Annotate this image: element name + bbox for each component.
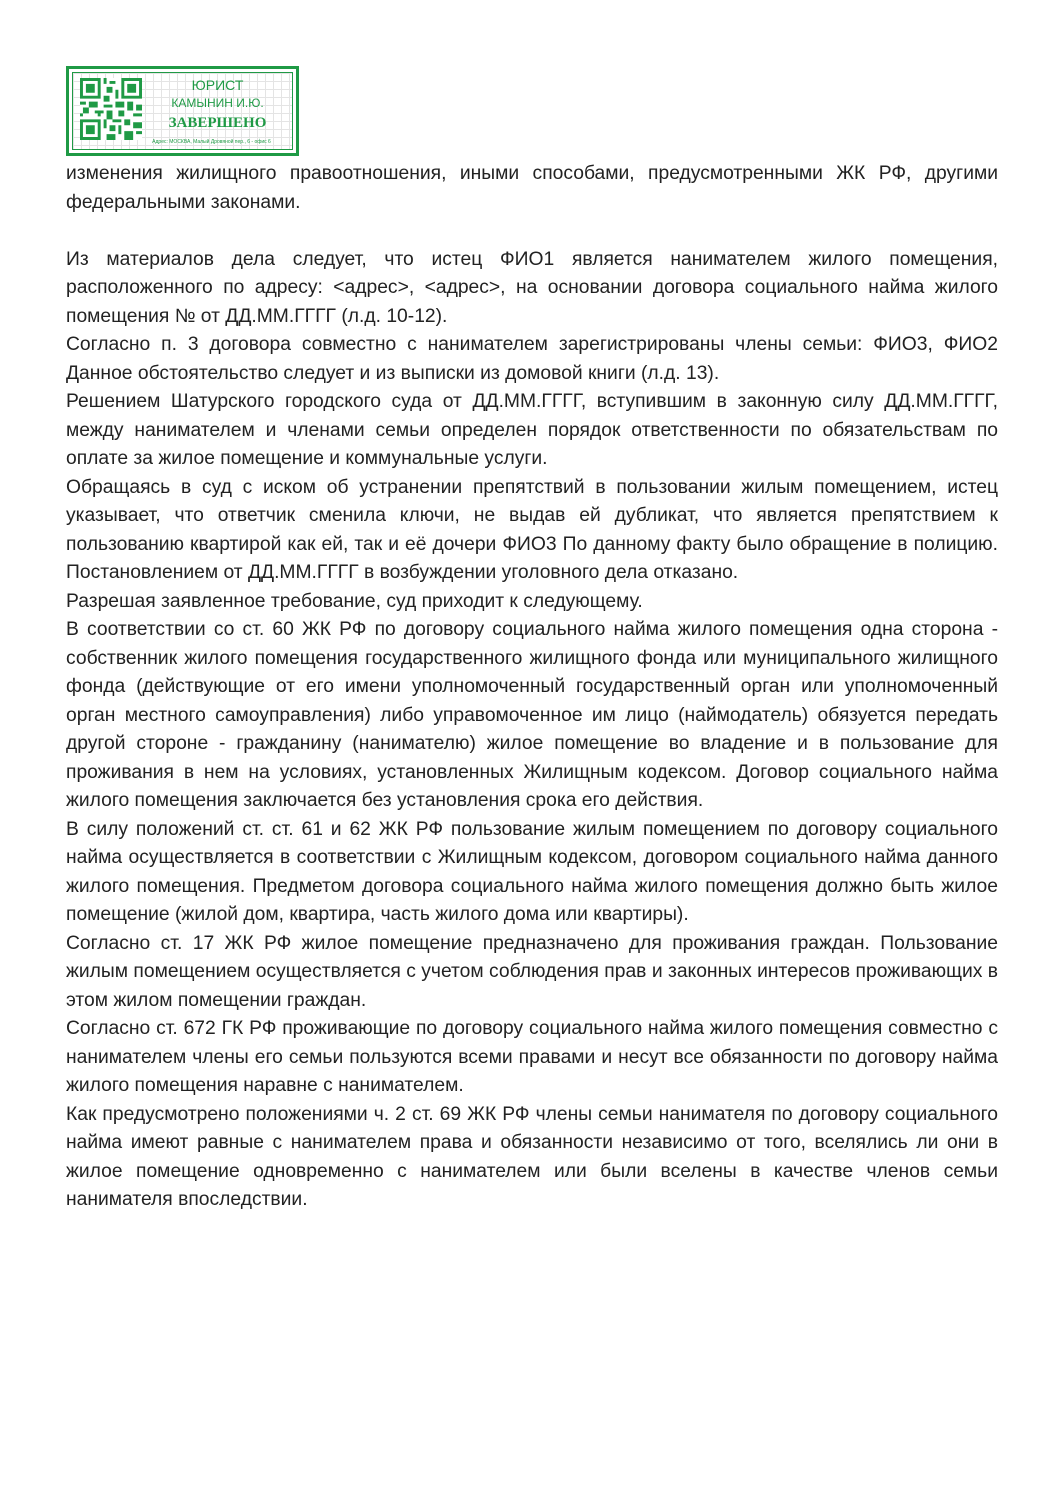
stamp-address: Адрес: МОСКВА, Малый Дровяной пер., 6 - офис 6 (152, 139, 271, 145)
paragraph: Решением Шатурского городского суда от ДД.ММ.ГГГГ, вступившим в законную силу ДД.ММ.ГГГГ, между нанимателем и членами семьи определен порядок ответственности по обязательствам по оплате за жилое помещение и коммунальные услуги. (66, 391, 998, 469)
paragraph: изменения жилищного правоотношения, иными способами, предусмотренными ЖК РФ, другими федеральными законами. (66, 163, 998, 213)
paragraph: Обращаясь в суд с иском об устранении препятствий в пользовании жилым помещением, истец указывает, что ответчик сменила ключи, не выдав ей дубликат, что является препятствием к пользованию квартирой как ей, так и её дочери ФИО3 По данному факту было обращение в полицию. Постановлением от ДД.ММ.ГГГГ в возбуждении уголовного дела отказано. (66, 476, 998, 583)
paragraph: В соответствии со ст. 60 ЖК РФ по договору социального найма жилого помещения одна сторона - собственник жилого помещения государственного жилищного фонда или муниципального жилищного фонда (действующие от его имени уполномоченный государственный орган или уполномоченный орган местного самоуправления) либо управомоченное им лицо (наймодатель) обязуется передать другой стороне - гражданину (нанимателю) жилое помещение во владение и в пользование для проживания в нем на условиях, установленных Жилищным кодексом. Договор социального найма жилого помещения заключается без установления срока его действия. (66, 619, 998, 811)
stamp-status: ЗАВЕРШЕНО (168, 115, 267, 131)
document-body (66, 160, 998, 1215)
paragraph: Как предусмотрено положениями ч. 2 ст. 69 ЖК РФ члены семьи нанимателя по договору социального найма имеют равные с нанимателем права и обязанности независимо от того, вселялись ли они в жилое помещение одновременно с нанимателем или были вселены в качестве членов семьи нанимателя впоследствии. (66, 1103, 998, 1210)
paragraph: Согласно п. 3 договора совместно с нанимателем зарегистрированы члены семьи: ФИО3, ФИО2 Данное обстоятельство следует и из выписки из домовой книги (л.д. 13). (66, 334, 998, 384)
paragraph: Согласно ст. 672 ГК РФ проживающие по договору социального найма жилого помещения совместно с нанимателем члены его семьи пользуются всеми правами и несут все обязанности по договору найма жилого помещения наравне с нанимателем. (66, 1018, 998, 1096)
stamp-name: КАМЫНИН И.Ю. (171, 96, 264, 110)
paragraph: Согласно ст. 17 ЖК РФ жилое помещение предназначено для проживания граждан. Пользование жилым помещением осуществляется с учетом соблюдения прав и законных интересов проживающих в этом жилом помещении граждан. (66, 932, 998, 1011)
paragraph: Разрешая заявленное требование, суд приходит к следующему. (66, 590, 643, 612)
qr-code-icon (80, 78, 142, 140)
paragraph: В силу положений ст. ст. 61 и 62 ЖК РФ пользование жилым помещением по договору социального найма осуществляется в соответствии с Жилищным кодексом, договором социального найма данного жилого помещения. Предметом договора социального найма жилого помещения должно быть жилое помещение (жилой дом, квартира, часть жилого дома или квартиры). (66, 818, 998, 925)
lawyer-stamp (66, 66, 299, 156)
paragraph: Из материалов дела следует, что истец ФИО1 является нанимателем жилого помещения, расположенного по адресу: <адрес>, <адрес>, на основании договора социального найма жилого помещения № от ДД.ММ.ГГГГ (л.д. 10-12). (66, 248, 998, 327)
stamp-title: ЮРИСТ (191, 77, 244, 93)
